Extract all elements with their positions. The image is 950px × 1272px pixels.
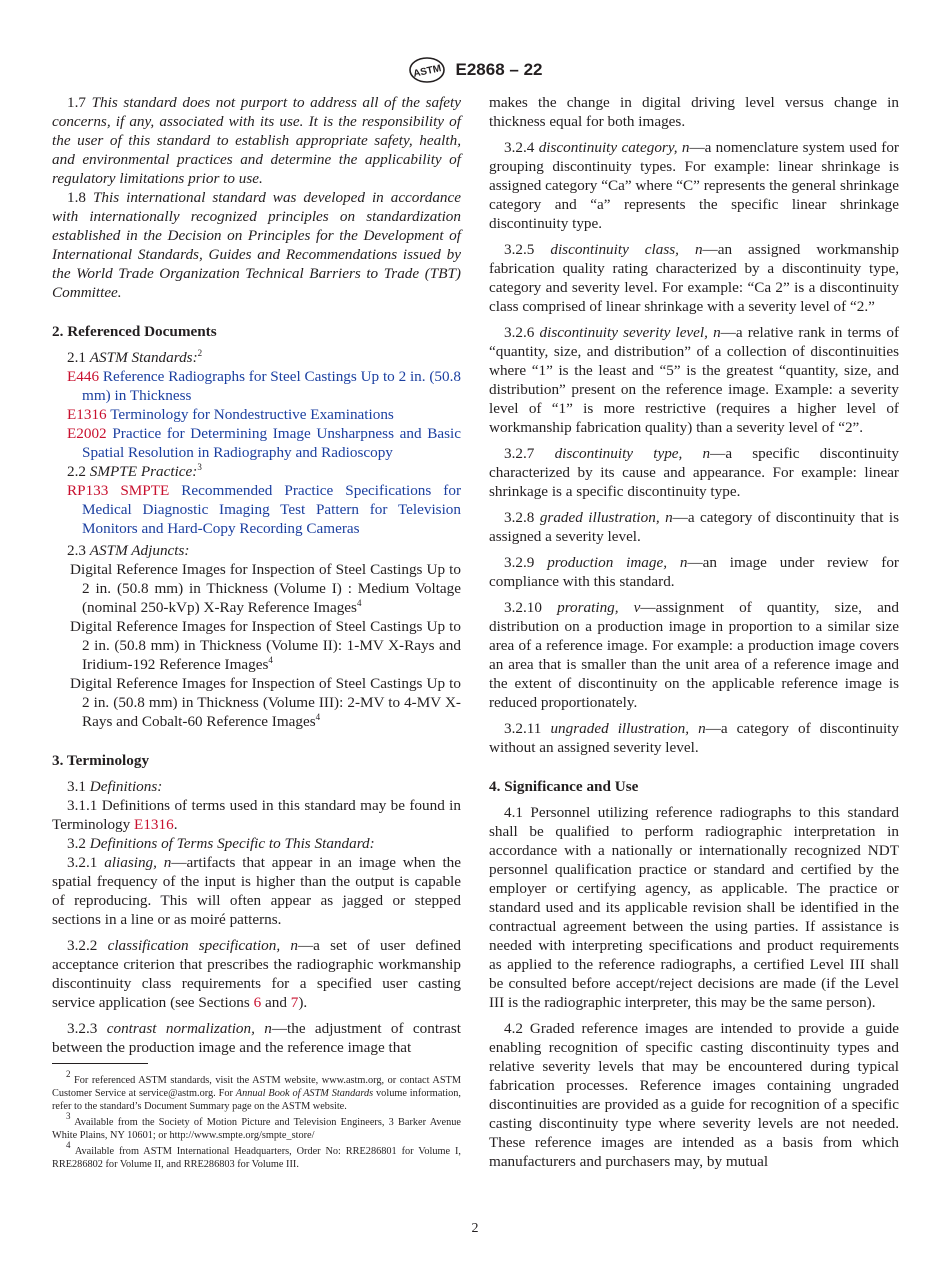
footnote-2: $^2$ For referenced ASTM standards, visit the ASTM website, www.astm.org, or contact ASTM Customer Service at service@astm.org. For Annual Book of ASTM Standards volume information, refer to the standard’s Document Summary page on the ASTM website. <box>52 1069 461 1112</box>
paragraph-4-2: 4.2 Graded reference images are intended to provide a guide enabling recognition of specific casting discontinuity types and relative severity levels that may be encountered during typical fabrication processes. Reference images containing ungraded discontinuities are provided as a guide for recognition of a specific casting discontinuity type where severity levels are not needed. These reference images are intended as a basis from which manufacturers and purchasers may, by mutual <box>489 1020 899 1170</box>
footnote-3: $^3$ Available from the Society of Motion Picture and Television Engineers, 3 Barker Avenue White Plains, NY 10601; or http://www.smpte.org/smpte_store/ <box>52 1111 461 1141</box>
subsection-2-1: 2.1 ASTM Standards:$^2$ <box>67 348 203 366</box>
svg-text:ASTM: ASTM <box>411 63 442 80</box>
subsection-2-2: 2.2 SMPTE Practice:$^3$ <box>67 462 202 480</box>
link-section-6[interactable]: 6 <box>253 994 262 1011</box>
right-column <box>489 93 899 1178</box>
definition-contrast-normalization: 3.2.3 contrast normalization, n—the adjustment of contrast between the production image and the reference image that <box>52 1020 462 1056</box>
footnotes <box>52 1069 461 1174</box>
astm-logo-icon <box>408 56 446 84</box>
definition-discontinuity-severity-level: 3.2.6 discontinuity severity level, n—a relative rank in terms of “quantity, size, and distribution” of a collection of discontinuities where “1” is the least and “5” is the greatest “quantity, size, and distribution” present on the reference image. Example: a severity level of “1” is more restrictive (requires a higher level of workmanship fabrication quality) than a severity level of “2”. <box>489 324 900 436</box>
reference-e446[interactable]: E446 Reference Radiographs for Steel Castings Up to 2 in. (50.8 mm) in Thickness <box>67 368 462 404</box>
definition-prorating: 3.2.10 prorating, v—assignment of quantity, size, and distribution on a production image in proportion to a similar size area of a reference image. For example: a production image covers an area that is smaller than the unit area of a reference image and the extent of discontinuity on the applicable reference image is reduced proportionately. <box>489 599 899 711</box>
left-column <box>52 93 461 1064</box>
page-number: 2 <box>471 1221 479 1236</box>
link-section-7[interactable]: 7 <box>290 994 299 1011</box>
subsection-3-1: 3.1 Definitions: <box>67 778 163 795</box>
definition-ungraded-illustration: 3.2.11 ungraded illustration, n—a category of discontinuity without an assigned severity level. <box>489 720 899 756</box>
definition-contrast-normalization-cont: makes the change in digital driving level versus change in thickness equal for both images. <box>489 94 899 130</box>
definition-discontinuity-class: 3.2.5 discontinuity class, n—an assigned workmanship fabrication quality rating characterized by a discontinuity type, category and severity level. For example: “Ca 2” is a discontinuity class comprised of linear shrinkage with a severity level of “2.” <box>489 241 900 315</box>
link-e1316[interactable]: E1316 <box>134 816 174 833</box>
definition-graded-illustration: 3.2.8 graded illustration, n—a category of discontinuity that is assigned a severity level. <box>489 509 900 545</box>
footnote-divider <box>52 1063 148 1064</box>
section-3-heading: 3. Terminology <box>52 752 150 769</box>
adjunct-volume-3: Digital Reference Images for Inspection of Steel Castings Up to 2 in. (50.8 mm) in Thickness (Volume III): 2-MV to 4-MV X-Rays and Cobalt-60 Reference Images$^4$ <box>70 675 461 730</box>
definition-discontinuity-type: 3.2.7 discontinuity type, n—a specific discontinuity characterized by its cause and appearance. For example: linear shrinkage is a specific discontinuity type. <box>489 445 899 500</box>
subsection-2-3: 2.3 ASTM Adjuncts: <box>67 542 190 559</box>
paragraph-4-1: 4.1 Personnel utilizing reference radiographs to this standard shall be qualified to perform radiographic interpretation in accordance with a nationally or internationally recognized NDT personnel qualification practice or standard and certified by the employer or certifying agency, as applicable. The practice or standard used and its applicable revision shall be identified in the contractual agreement between the using parties. If assistance is needed with interpreting specifications and product requirements as applied to the reference radiographs, a certified Level III shall be consulted before accept/reject decisions are made (if the Level III is the radiographic interpreter, this may be the same person). <box>489 804 899 1011</box>
reference-rp133-smpte[interactable]: RP133 SMPTE Recommended Practice Specifications for Medical Diagnostic Imaging Test Pattern for Television Monitors and Hard-Copy Recording Cameras <box>67 482 462 537</box>
subsection-3-2: 3.2 Definitions of Terms Specific to This Standard: <box>67 835 375 852</box>
definition-classification-specification: 3.2.2 classification specification, n—a set of user defined acceptance criterion that prescribes the radiographic workmanship discontinuity class requirements for a specified user casting service application (see Sections 6 and 7). <box>52 937 462 1011</box>
paragraph-1-7: 1.7 This standard does not purport to address all of the safety concerns, if any, associated with its use. It is the responsibility of the user of this standard to establish appropriate safety, health, and environmental practices and determine the applicability of regulatory limitations prior to use. <box>52 94 462 187</box>
section-2-heading: 2. Referenced Documents <box>52 323 217 340</box>
reference-e2002[interactable]: E2002 Practice for Determining Image Unsharpness and Basic Spatial Resolution in Radiography and Radioscopy <box>67 425 462 461</box>
adjunct-volume-2: Digital Reference Images for Inspection of Steel Castings Up to 2 in. (50.8 mm) in Thickness (Volume II): 1-MV X-Rays and Iridium-192 Reference Images$^4$ <box>70 618 461 673</box>
section-4-heading: 4. Significance and Use <box>489 778 639 795</box>
definition-aliasing: 3.2.1 aliasing, n—artifacts that appear in an image when the spatial frequency of the input is higher than the output is capable of reproducing. This will often appear as jagged or stepped sections in a line or as moiré patterns. <box>52 854 461 928</box>
paragraph-3-1-1: 3.1.1 Definitions of terms used in this standard may be found in Terminology E1316. <box>52 797 461 833</box>
footnote-4: $^4$ Available from ASTM International Headquarters, Order No: RRE286801 for Volume I, RRE286802 for Volume II, and RRE286803 for Volume III. <box>52 1140 461 1170</box>
definition-discontinuity-category: 3.2.4 discontinuity category, n—a nomenclature system used for grouping discontinuity types. For example: linear shrinkage is assigned category “Ca” where “C” represents the general shrinkage category and “a” represents the specific linear shrinkage discontinuity type. <box>489 139 899 232</box>
reference-e1316[interactable]: E1316 Terminology for Nondestructive Examinations <box>67 406 394 423</box>
paragraph-1-8: 1.8 This international standard was developed in accordance with internationally recognized principles on standardization established in the Decision on Principles for the Development of International Standards, Guides and Recommendations issued by the World Trade Organization Technical Barriers to Trade (TBT) Committee. <box>52 189 462 301</box>
definition-production-image: 3.2.9 production image, n—an image under review for compliance with this standard. <box>489 554 899 590</box>
adjunct-volume-1: Digital Reference Images for Inspection of Steel Castings Up to 2 in. (50.8 mm) in Thickness (Volume I) : Medium Voltage (nominal 250-kVp) X-Ray Reference Images$^4$ <box>70 561 461 616</box>
document-designation: E2868 – 22 <box>455 60 543 79</box>
page-header <box>0 56 950 84</box>
